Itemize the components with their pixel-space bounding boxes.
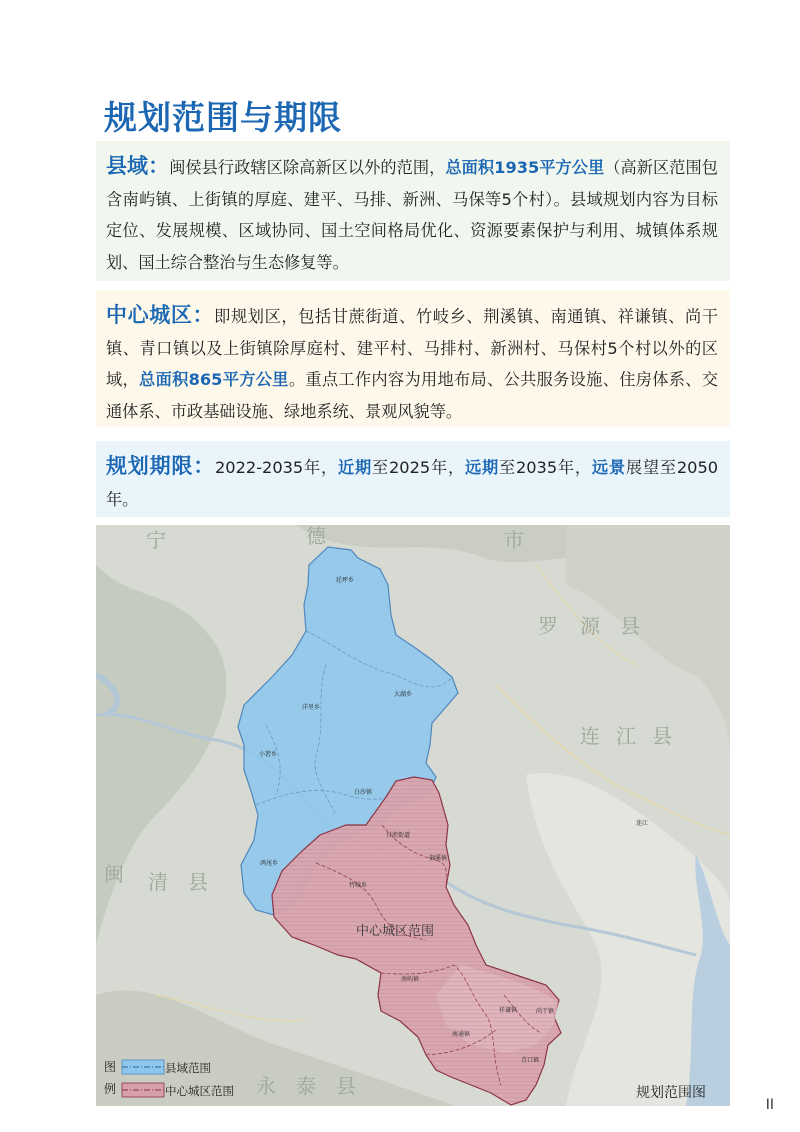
town-label: 祥谦镇	[499, 1007, 518, 1014]
county-scope-paragraph	[106, 151, 718, 278]
region-label: 县	[188, 870, 208, 894]
region-label: 德	[306, 525, 326, 548]
page-number: II	[765, 1097, 774, 1113]
central-city-box	[96, 290, 730, 427]
planning-period-paragraph	[106, 451, 718, 515]
region-label: 连	[580, 724, 600, 748]
central-text-2: 。重点工作内容为用地布局、公共服务设施、住房体系、交通体系、市政基础设施、绿地系统、景观风貌等。	[106, 370, 719, 421]
planning-scope-map	[96, 525, 730, 1106]
period-range: 2022-2035年，	[215, 458, 339, 477]
town-label: 大湖乡	[394, 691, 413, 698]
region-label: 县	[336, 1074, 356, 1098]
town-label: 南屿镇	[401, 976, 420, 983]
region-label: 罗	[538, 614, 558, 638]
vision-text: 展望至2050年。	[106, 458, 719, 509]
region-label: 泰	[296, 1074, 316, 1098]
legend-title-char: 图	[104, 1060, 117, 1074]
town-label: 荆溪镇	[429, 855, 448, 862]
town-label: 廷坪乡	[336, 577, 355, 584]
town-label: 鸿尾乡	[260, 860, 279, 867]
near-term-text: 至2025年，	[372, 458, 465, 477]
long-term-label: 远期	[464, 458, 499, 477]
region-label: 江	[616, 724, 636, 748]
legend-label-central: 中心城区范围	[165, 1084, 234, 1098]
central-lead: 中心城区：	[106, 303, 215, 327]
vision-label: 远景	[591, 458, 626, 477]
region-label: 清	[148, 870, 168, 894]
county-area-highlight: 总面积1935平方公里	[445, 158, 605, 177]
legend-label-county: 县域范围	[165, 1061, 211, 1075]
town-label: 洋里乡	[302, 704, 321, 711]
central-city-paragraph	[106, 300, 718, 427]
period-lead: 规划期限：	[106, 454, 215, 478]
town-label: 白沙镇	[354, 789, 373, 796]
central-city-area-label: 中心城区范围	[356, 924, 435, 939]
region-label: 县	[620, 614, 640, 638]
map-svg	[96, 525, 730, 1106]
county-scope-box	[96, 141, 730, 281]
town-label: 尚干镇	[536, 1008, 555, 1015]
region-label: 永	[256, 1074, 276, 1098]
town-label: 连江	[636, 820, 649, 827]
region-label: 市	[504, 528, 524, 552]
near-term-label: 近期	[338, 458, 372, 477]
planning-period-box	[96, 441, 730, 517]
region-label: 县	[652, 724, 672, 748]
county-text-1: 闽侯县行政辖区除高新区以外的范围，	[169, 158, 446, 177]
town-label: 南通镇	[452, 1031, 471, 1038]
central-text-1: 即规划区，包括甘蔗街道、竹岐乡、荆溪镇、南通镇、祥谦镇、尚干镇、青口镇以及上街镇除厚庭村、建平村、马排村、新洲村、马保村5个村以外的区域，	[106, 307, 719, 389]
long-term-text: 至2035年，	[498, 458, 592, 477]
page-title: 规划范围与期限	[104, 98, 342, 137]
central-area-highlight: 总面积865平方公里	[139, 370, 289, 389]
county-text-2: （高新区范围包含南屿镇、上街镇的厚庭、建平、马排、新洲、马保等5个村）。县域规划内容为目标定位、发展规模、区域协同、国土空间格局优化、资源要素保护与利用、城镇体系规划、国土综合整治与生态修复等。	[106, 158, 718, 272]
town-label: 青口镇	[521, 1057, 540, 1064]
region-label: 源	[580, 614, 600, 638]
town-label: 甘蔗街道	[386, 832, 411, 839]
town-label: 小箬乡	[259, 751, 278, 758]
region-label: 宁	[146, 528, 166, 552]
region-label: 闽	[104, 862, 124, 886]
map-caption: 规划范围图	[636, 1085, 706, 1101]
county-lead: 县域：	[106, 154, 170, 178]
town-label: 竹岐乡	[349, 882, 368, 889]
legend-title-char: 例	[104, 1082, 117, 1096]
